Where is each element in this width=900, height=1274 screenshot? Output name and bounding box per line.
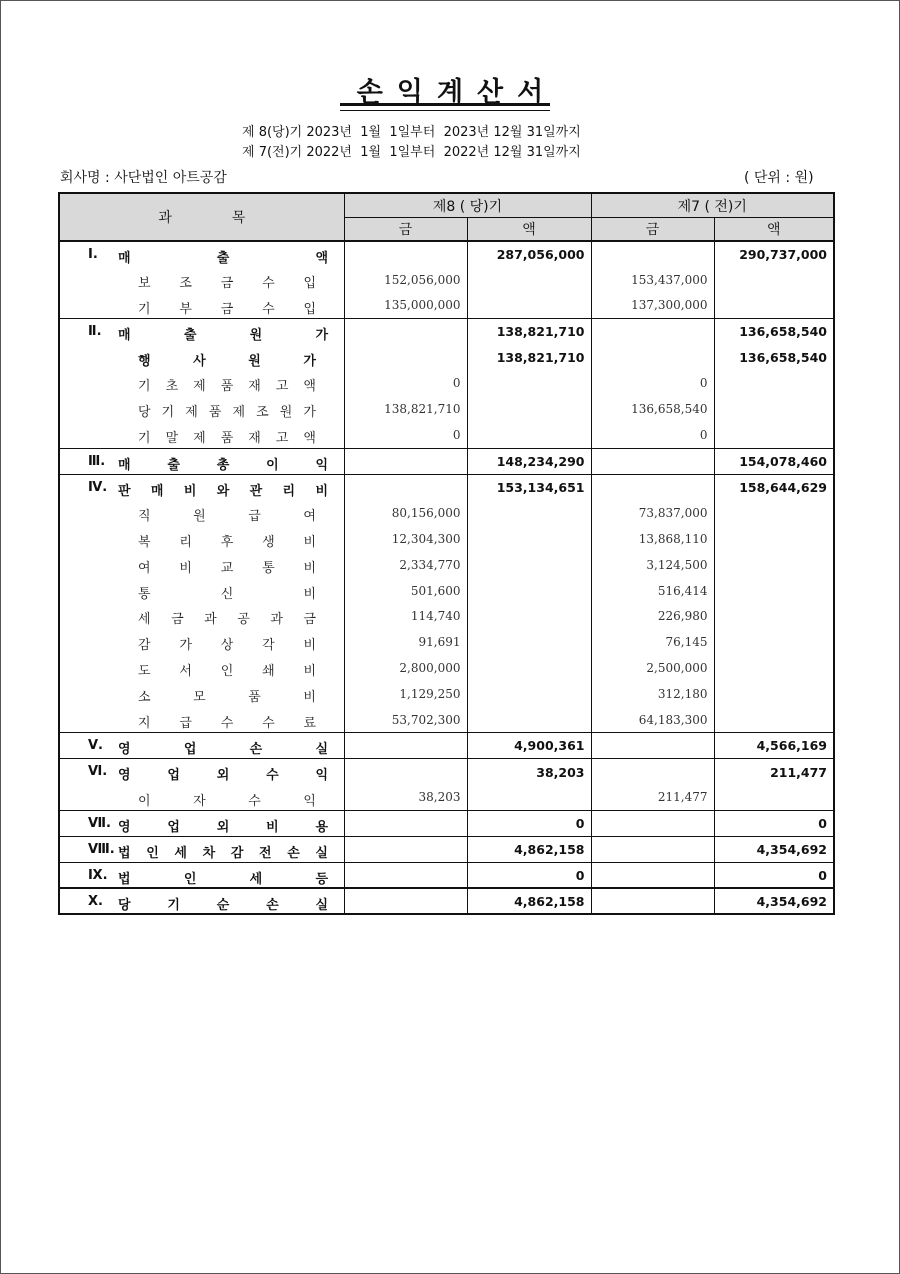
row-label: 당 기 제 품 제 조 원 가 <box>138 405 316 421</box>
row-item <box>59 836 344 862</box>
header-previous-period: 제7 ( 전)기 <box>591 193 834 218</box>
previous-detail-amount: 64,183,300 <box>591 707 714 733</box>
current-detail-amount <box>344 345 467 371</box>
statement-row <box>59 474 834 500</box>
current-total-amount: 153,134,651 <box>467 474 591 500</box>
previous-detail-amount: 136,658,540 <box>591 396 714 422</box>
row-label: 감 가 상 각 비 <box>138 638 316 654</box>
statement-body <box>59 241 834 914</box>
row-label: 매 출 총 이 익 <box>118 457 328 473</box>
previous-total-amount <box>714 293 834 319</box>
row-label: 도 서 인 쇄 비 <box>138 664 316 680</box>
statement-row <box>59 345 834 371</box>
statement-row <box>59 629 834 655</box>
statement-row <box>59 759 834 785</box>
header-current-period: 제8 ( 당)기 <box>344 193 591 218</box>
row-item <box>59 474 344 500</box>
header-previous-amount-left: 금 <box>591 218 714 242</box>
previous-detail-amount: 211,477 <box>591 785 714 811</box>
previous-total-amount: 4,354,692 <box>714 836 834 862</box>
statement-row <box>59 785 834 811</box>
previous-total-amount: 154,078,460 <box>714 448 834 474</box>
previous-detail-amount: 516,414 <box>591 578 714 604</box>
row-label: 이 자 수 익 <box>138 793 316 809</box>
statement-row <box>59 241 834 267</box>
current-detail-amount <box>344 241 467 267</box>
row-label: 법 인 세 등 <box>118 871 328 887</box>
previous-total-amount <box>714 267 834 293</box>
previous-total-amount: 4,566,169 <box>714 733 834 759</box>
row-roman-numeral: Ⅷ. <box>88 841 115 857</box>
previous-detail-amount: 137,300,000 <box>591 293 714 319</box>
row-item <box>59 396 344 422</box>
statement-row <box>59 396 834 422</box>
current-detail-amount: 1,129,250 <box>344 681 467 707</box>
document-title: 손익계산서 <box>356 77 558 108</box>
row-label: 매 출 원 가 <box>118 328 328 344</box>
previous-detail-amount: 312,180 <box>591 681 714 707</box>
current-detail-amount <box>344 811 467 837</box>
previous-total-amount: 0 <box>714 862 834 888</box>
current-detail-amount <box>344 448 467 474</box>
row-roman-numeral: Ⅳ. <box>88 479 108 495</box>
row-item <box>59 655 344 681</box>
previous-total-amount <box>714 500 834 526</box>
previous-total-amount: 0 <box>714 811 834 837</box>
row-label: 판 매 비 와 관 리 비 <box>118 483 328 499</box>
row-item <box>59 888 344 914</box>
row-item <box>59 785 344 811</box>
row-label: 법 인 세 차 감 전 손 실 <box>118 845 328 861</box>
current-detail-amount: 138,821,710 <box>344 396 467 422</box>
header-current-amount-right: 액 <box>467 218 591 242</box>
row-label: 영 업 외 수 익 <box>118 768 328 784</box>
current-detail-amount <box>344 836 467 862</box>
current-detail-amount: 2,334,770 <box>344 552 467 578</box>
row-label: 세 금 과 공 과 금 <box>138 612 316 628</box>
company-name: 회사명 : 사단법인 아트공감 <box>60 170 227 186</box>
previous-detail-amount <box>591 888 714 914</box>
row-label: 영 업 외 비 용 <box>118 820 328 836</box>
previous-detail-amount: 13,868,110 <box>591 526 714 552</box>
current-total-amount: 287,056,000 <box>467 241 591 267</box>
statement-row <box>59 500 834 526</box>
statement-row <box>59 552 834 578</box>
row-item <box>59 811 344 837</box>
previous-detail-amount: 73,837,000 <box>591 500 714 526</box>
previous-detail-amount: 2,500,000 <box>591 655 714 681</box>
statement-row <box>59 319 834 345</box>
row-label: 지 급 수 수 료 <box>138 716 316 732</box>
current-total-amount <box>467 267 591 293</box>
previous-total-amount <box>714 422 834 448</box>
previous-detail-amount <box>591 241 714 267</box>
row-roman-numeral: Ⅰ. <box>88 247 98 262</box>
current-total-amount <box>467 629 591 655</box>
current-detail-amount: 12,304,300 <box>344 526 467 552</box>
previous-detail-amount: 226,980 <box>591 603 714 629</box>
previous-total-amount <box>714 396 834 422</box>
current-total-amount <box>467 603 591 629</box>
period-previous: 제 7(전)기 2022년 1월 1일부터 2022년 12월 31일까지 <box>242 145 581 160</box>
previous-total-amount: 211,477 <box>714 759 834 785</box>
current-total-amount: 0 <box>467 862 591 888</box>
current-detail-amount <box>344 888 467 914</box>
current-detail-amount <box>344 862 467 888</box>
statement-row <box>59 888 834 914</box>
previous-detail-amount <box>591 474 714 500</box>
previous-total-amount <box>714 578 834 604</box>
row-item <box>59 578 344 604</box>
row-item <box>59 267 344 293</box>
row-item <box>59 422 344 448</box>
row-label: 매 출 액 <box>118 251 328 266</box>
row-item <box>59 448 344 474</box>
previous-total-amount: 290,737,000 <box>714 241 834 267</box>
statement-row <box>59 293 834 319</box>
current-detail-amount: 0 <box>344 422 467 448</box>
header-current-amount-left: 금 <box>344 218 467 242</box>
header-item: 과목 <box>59 193 344 241</box>
income-statement-table <box>58 192 835 915</box>
row-label: 직 원 급 여 <box>138 508 316 524</box>
current-total-amount: 38,203 <box>467 759 591 785</box>
row-item <box>59 759 344 785</box>
row-item <box>59 370 344 396</box>
current-detail-amount <box>344 474 467 500</box>
current-detail-amount: 135,000,000 <box>344 293 467 319</box>
current-detail-amount <box>344 319 467 345</box>
row-label: 기 부 금 수 입 <box>138 301 316 317</box>
row-label: 복 리 후 생 비 <box>138 534 316 550</box>
previous-detail-amount: 3,124,500 <box>591 552 714 578</box>
current-total-amount: 0 <box>467 811 591 837</box>
previous-total-amount <box>714 370 834 396</box>
row-roman-numeral: Ⅵ. <box>88 764 108 780</box>
current-total-amount <box>467 526 591 552</box>
statement-row <box>59 733 834 759</box>
previous-total-amount: 158,644,629 <box>714 474 834 500</box>
row-roman-numeral: Ⅹ. <box>88 894 103 910</box>
current-total-amount <box>467 396 591 422</box>
current-detail-amount: 0 <box>344 370 467 396</box>
previous-total-amount <box>714 526 834 552</box>
previous-detail-amount <box>591 733 714 759</box>
row-item <box>59 552 344 578</box>
row-item <box>59 345 344 371</box>
previous-total-amount: 136,658,540 <box>714 319 834 345</box>
unit-label: ( 단위 : 원) <box>744 170 814 186</box>
row-roman-numeral: Ⅱ. <box>88 324 102 340</box>
row-roman-numeral: Ⅸ. <box>88 867 108 883</box>
current-total-amount <box>467 681 591 707</box>
row-label: 통 신 비 <box>138 586 316 602</box>
row-item <box>59 629 344 655</box>
current-total-amount <box>467 370 591 396</box>
statement-row <box>59 422 834 448</box>
current-total-amount <box>467 293 591 319</box>
row-roman-numeral: Ⅶ. <box>88 816 111 832</box>
current-detail-amount <box>344 733 467 759</box>
current-detail-amount: 501,600 <box>344 578 467 604</box>
previous-detail-amount: 153,437,000 <box>591 267 714 293</box>
current-total-amount: 138,821,710 <box>467 319 591 345</box>
current-detail-amount: 53,702,300 <box>344 707 467 733</box>
previous-total-amount <box>714 629 834 655</box>
row-label: 여 비 교 통 비 <box>138 560 316 576</box>
previous-detail-amount: 76,145 <box>591 629 714 655</box>
current-detail-amount: 80,156,000 <box>344 500 467 526</box>
statement-row <box>59 603 834 629</box>
previous-total-amount: 136,658,540 <box>714 345 834 371</box>
row-label: 기 말 제 품 재 고 액 <box>138 431 316 447</box>
current-total-amount <box>467 655 591 681</box>
statement-row <box>59 526 834 552</box>
row-label: 당 기 순 손 실 <box>118 898 328 914</box>
statement-row <box>59 578 834 604</box>
current-total-amount <box>467 552 591 578</box>
previous-total-amount <box>714 707 834 733</box>
current-total-amount <box>467 707 591 733</box>
current-detail-amount: 114,740 <box>344 603 467 629</box>
previous-detail-amount <box>591 448 714 474</box>
row-item <box>59 681 344 707</box>
previous-detail-amount: 0 <box>591 370 714 396</box>
current-total-amount: 138,821,710 <box>467 345 591 371</box>
current-total-amount: 148,234,290 <box>467 448 591 474</box>
header-row-top <box>59 193 834 218</box>
previous-detail-amount <box>591 862 714 888</box>
statement-row <box>59 811 834 837</box>
row-roman-numeral: Ⅲ. <box>88 453 106 469</box>
row-label: 영 업 손 실 <box>118 742 328 758</box>
header-previous-amount-right: 액 <box>714 218 834 242</box>
current-detail-amount: 2,800,000 <box>344 655 467 681</box>
statement-row <box>59 655 834 681</box>
row-item <box>59 293 344 319</box>
previous-total-amount <box>714 785 834 811</box>
current-detail-amount: 91,691 <box>344 629 467 655</box>
current-total-amount <box>467 500 591 526</box>
current-total-amount <box>467 422 591 448</box>
row-item <box>59 500 344 526</box>
previous-detail-amount: 0 <box>591 422 714 448</box>
statement-row <box>59 836 834 862</box>
current-total-amount <box>467 785 591 811</box>
current-total-amount: 4,862,158 <box>467 888 591 914</box>
previous-detail-amount <box>591 759 714 785</box>
statement-row <box>59 448 834 474</box>
previous-total-amount <box>714 552 834 578</box>
row-item <box>59 241 344 267</box>
row-label: 소 모 품 비 <box>138 690 316 706</box>
previous-total-amount <box>714 655 834 681</box>
statement-row <box>59 370 834 396</box>
row-label: 행 사 원 가 <box>138 353 316 369</box>
previous-detail-amount <box>591 811 714 837</box>
statement-row <box>59 681 834 707</box>
previous-total-amount <box>714 603 834 629</box>
current-total-amount: 4,862,158 <box>467 836 591 862</box>
row-label: 보 조 금 수 입 <box>138 275 316 291</box>
row-label: 기 초 제 품 재 고 액 <box>138 379 316 395</box>
current-total-amount <box>467 578 591 604</box>
previous-total-amount <box>714 681 834 707</box>
current-detail-amount: 152,056,000 <box>344 267 467 293</box>
current-detail-amount: 38,203 <box>344 785 467 811</box>
row-item <box>59 733 344 759</box>
row-item <box>59 319 344 345</box>
previous-total-amount: 4,354,692 <box>714 888 834 914</box>
row-item <box>59 707 344 733</box>
previous-detail-amount <box>591 836 714 862</box>
statement-row <box>59 707 834 733</box>
previous-detail-amount <box>591 345 714 371</box>
row-item <box>59 862 344 888</box>
current-total-amount: 4,900,361 <box>467 733 591 759</box>
previous-detail-amount <box>591 319 714 345</box>
current-detail-amount <box>344 759 467 785</box>
statement-row <box>59 862 834 888</box>
row-item <box>59 526 344 552</box>
row-roman-numeral: Ⅴ. <box>88 738 103 754</box>
row-item <box>59 603 344 629</box>
period-current: 제 8(당)기 2023년 1월 1일부터 2023년 12월 31일까지 <box>242 125 581 140</box>
title-underline <box>340 103 550 111</box>
statement-row <box>59 267 834 293</box>
